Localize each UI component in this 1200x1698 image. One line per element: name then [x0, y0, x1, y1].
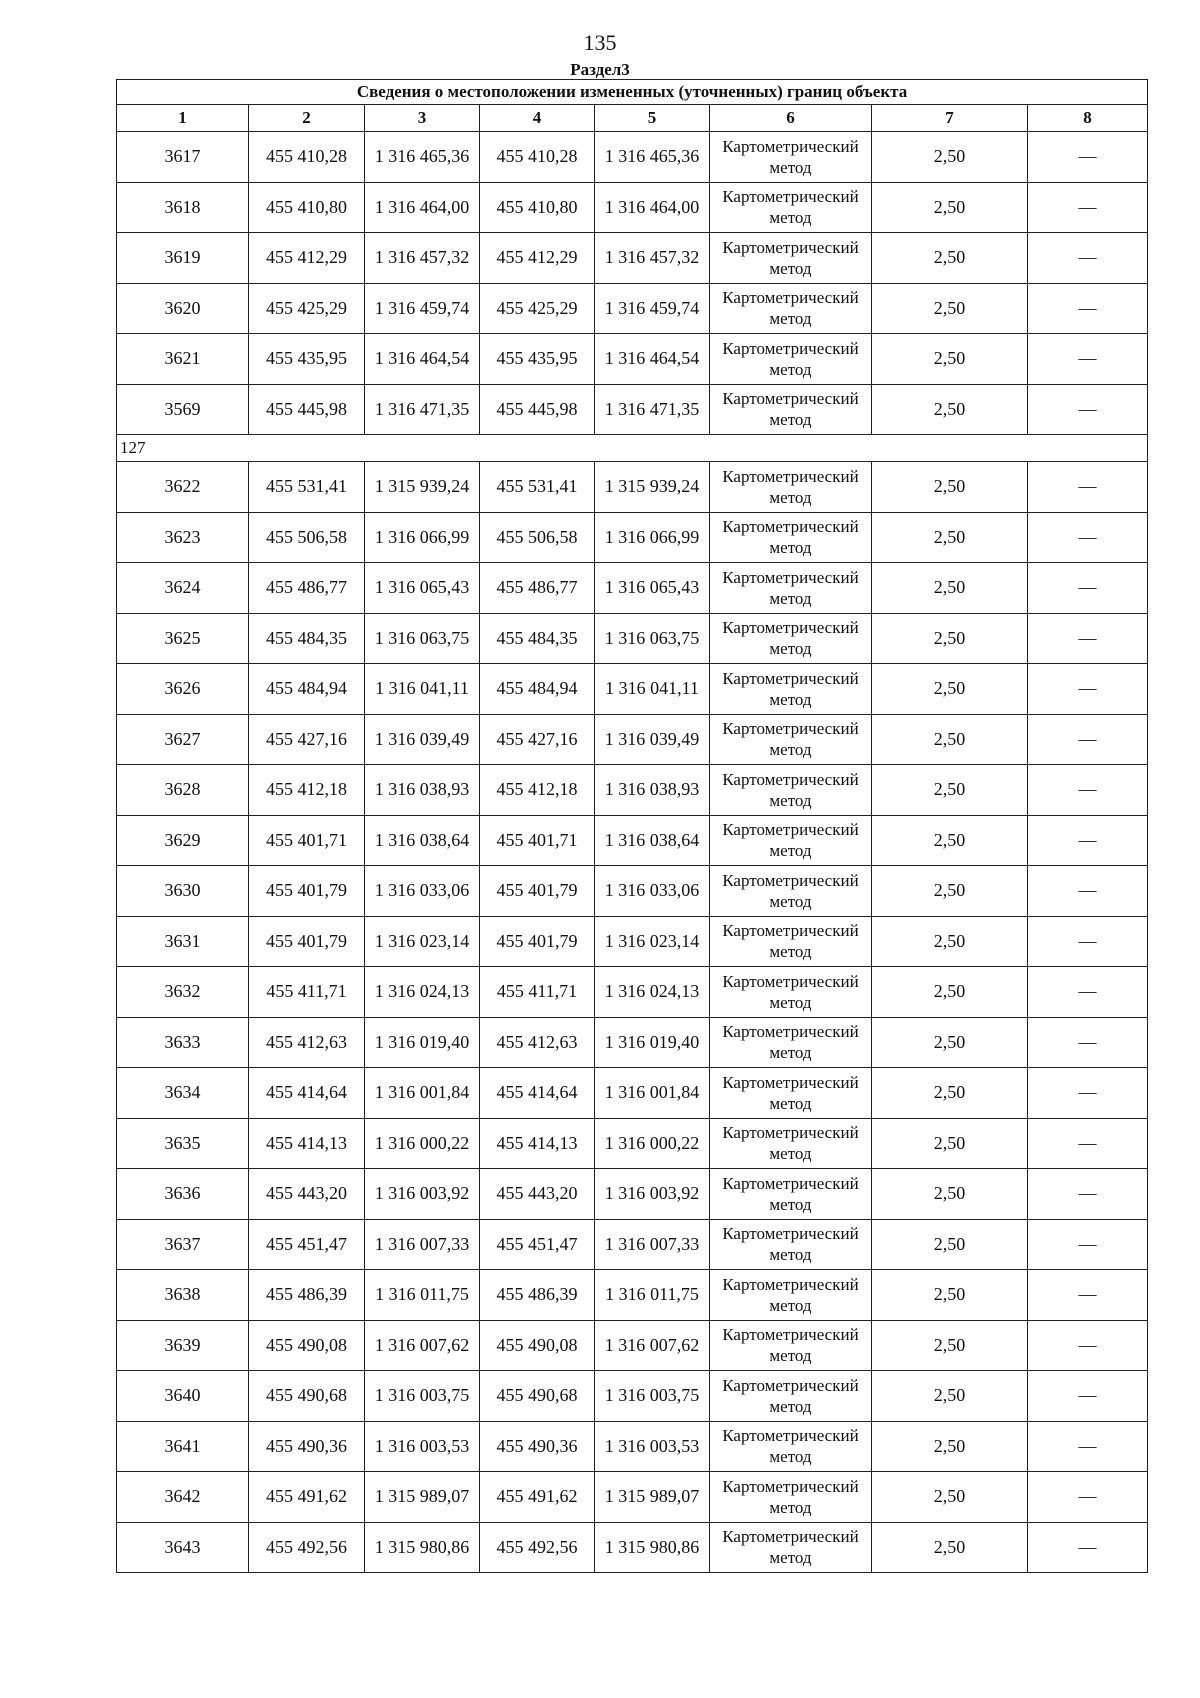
- note-cell: —: [1028, 334, 1148, 385]
- note-cell: —: [1028, 866, 1148, 917]
- x-existing-cell: 455 427,16: [249, 714, 365, 765]
- point-number-cell: 3635: [117, 1118, 249, 1169]
- y-existing-cell: 1 315 989,07: [365, 1472, 480, 1523]
- table-row: [117, 916, 1148, 967]
- x-refined-cell: 455 412,63: [480, 1017, 595, 1068]
- x-refined-cell: 455 490,08: [480, 1320, 595, 1371]
- note-cell: —: [1028, 714, 1148, 765]
- accuracy-cell: 2,50: [872, 916, 1028, 967]
- x-refined-cell: 455 414,64: [480, 1068, 595, 1119]
- boundary-coordinates-table: [116, 79, 1148, 1573]
- point-number-cell: 3632: [117, 967, 249, 1018]
- y-refined-cell: 1 316 033,06: [595, 866, 710, 917]
- note-cell: —: [1028, 1169, 1148, 1220]
- method-cell: Картометрический метод: [710, 1270, 872, 1321]
- y-refined-cell: 1 316 019,40: [595, 1017, 710, 1068]
- column-number: 8: [1028, 105, 1148, 132]
- y-refined-cell: 1 316 000,22: [595, 1118, 710, 1169]
- column-number: 5: [595, 105, 710, 132]
- x-existing-cell: 455 490,36: [249, 1421, 365, 1472]
- column-number: 7: [872, 105, 1028, 132]
- table-row: [117, 1421, 1148, 1472]
- accuracy-cell: 2,50: [872, 283, 1028, 334]
- y-existing-cell: 1 316 024,13: [365, 967, 480, 1018]
- table-row: [117, 334, 1148, 385]
- table-row: [117, 714, 1148, 765]
- point-number-cell: 3643: [117, 1522, 249, 1573]
- accuracy-cell: 2,50: [872, 563, 1028, 614]
- point-number-cell: 3630: [117, 866, 249, 917]
- x-refined-cell: 455 435,95: [480, 334, 595, 385]
- accuracy-cell: 2,50: [872, 967, 1028, 1018]
- table-row: [117, 1472, 1148, 1523]
- table-row: [117, 866, 1148, 917]
- x-existing-cell: 455 486,39: [249, 1270, 365, 1321]
- accuracy-cell: 2,50: [872, 1169, 1028, 1220]
- point-number-cell: 3626: [117, 664, 249, 715]
- note-cell: —: [1028, 283, 1148, 334]
- table-row: [117, 283, 1148, 334]
- method-cell: Картометрический метод: [710, 512, 872, 563]
- x-existing-cell: 455 401,79: [249, 916, 365, 967]
- table-row: [117, 1017, 1148, 1068]
- point-number-cell: 3631: [117, 916, 249, 967]
- y-existing-cell: 1 315 939,24: [365, 462, 480, 513]
- point-number-cell: 3629: [117, 815, 249, 866]
- note-cell: —: [1028, 1270, 1148, 1321]
- x-refined-cell: 455 412,18: [480, 765, 595, 816]
- table-row: [117, 967, 1148, 1018]
- method-cell: Картометрический метод: [710, 1320, 872, 1371]
- y-existing-cell: 1 316 066,99: [365, 512, 480, 563]
- note-cell: —: [1028, 1320, 1148, 1371]
- point-number-cell: 3628: [117, 765, 249, 816]
- table-row: [117, 1371, 1148, 1422]
- method-cell: Картометрический метод: [710, 132, 872, 183]
- accuracy-cell: 2,50: [872, 1017, 1028, 1068]
- point-number-cell: 3640: [117, 1371, 249, 1422]
- table-row: [117, 765, 1148, 816]
- method-cell: Картометрический метод: [710, 1522, 872, 1573]
- accuracy-cell: 2,50: [872, 1270, 1028, 1321]
- x-refined-cell: 455 451,47: [480, 1219, 595, 1270]
- y-refined-cell: 1 315 980,86: [595, 1522, 710, 1573]
- y-existing-cell: 1 315 980,86: [365, 1522, 480, 1573]
- x-existing-cell: 455 490,68: [249, 1371, 365, 1422]
- accuracy-cell: 2,50: [872, 132, 1028, 183]
- table-row: [117, 1270, 1148, 1321]
- x-existing-cell: 455 401,71: [249, 815, 365, 866]
- table-row: [117, 182, 1148, 233]
- y-refined-cell: 1 316 003,92: [595, 1169, 710, 1220]
- note-cell: —: [1028, 815, 1148, 866]
- y-refined-cell: 1 316 464,54: [595, 334, 710, 385]
- x-existing-cell: 455 410,28: [249, 132, 365, 183]
- y-existing-cell: 1 316 003,92: [365, 1169, 480, 1220]
- x-existing-cell: 455 425,29: [249, 283, 365, 334]
- y-refined-cell: 1 316 007,62: [595, 1320, 710, 1371]
- point-number-cell: 3634: [117, 1068, 249, 1119]
- point-number-cell: 3639: [117, 1320, 249, 1371]
- method-cell: Картометрический метод: [710, 916, 872, 967]
- method-cell: Картометрический метод: [710, 1371, 872, 1422]
- x-existing-cell: 455 414,13: [249, 1118, 365, 1169]
- note-cell: —: [1028, 1371, 1148, 1422]
- y-existing-cell: 1 316 001,84: [365, 1068, 480, 1119]
- note-cell: —: [1028, 664, 1148, 715]
- x-existing-cell: 455 410,80: [249, 182, 365, 233]
- accuracy-cell: 2,50: [872, 334, 1028, 385]
- y-existing-cell: 1 316 459,74: [365, 283, 480, 334]
- method-cell: Картометрический метод: [710, 1118, 872, 1169]
- table-row: [117, 132, 1148, 183]
- method-cell: Картометрический метод: [710, 765, 872, 816]
- y-refined-cell: 1 315 989,07: [595, 1472, 710, 1523]
- point-number-cell: 3641: [117, 1421, 249, 1472]
- x-refined-cell: 455 410,28: [480, 132, 595, 183]
- x-existing-cell: 455 506,58: [249, 512, 365, 563]
- method-cell: Картометрический метод: [710, 815, 872, 866]
- accuracy-cell: 2,50: [872, 1118, 1028, 1169]
- table-caption-row: [117, 80, 1148, 105]
- note-cell: —: [1028, 384, 1148, 435]
- y-existing-cell: 1 316 471,35: [365, 384, 480, 435]
- y-existing-cell: 1 316 033,06: [365, 866, 480, 917]
- point-number-cell: 3625: [117, 613, 249, 664]
- y-refined-cell: 1 316 464,00: [595, 182, 710, 233]
- point-number-cell: 3642: [117, 1472, 249, 1523]
- x-existing-cell: 455 491,62: [249, 1472, 365, 1523]
- point-number-cell: 3617: [117, 132, 249, 183]
- y-existing-cell: 1 316 007,33: [365, 1219, 480, 1270]
- section-title: Раздел3: [570, 60, 630, 79]
- contour-group-row: [117, 435, 1148, 462]
- x-existing-cell: 455 490,08: [249, 1320, 365, 1371]
- note-cell: —: [1028, 1219, 1148, 1270]
- method-cell: Картометрический метод: [710, 1068, 872, 1119]
- y-existing-cell: 1 316 065,43: [365, 563, 480, 614]
- y-existing-cell: 1 316 063,75: [365, 613, 480, 664]
- table-body: [117, 80, 1148, 1573]
- x-existing-cell: 455 443,20: [249, 1169, 365, 1220]
- x-refined-cell: 455 486,77: [480, 563, 595, 614]
- table-row: [117, 613, 1148, 664]
- y-existing-cell: 1 316 011,75: [365, 1270, 480, 1321]
- accuracy-cell: 2,50: [872, 1421, 1028, 1472]
- x-refined-cell: 455 490,36: [480, 1421, 595, 1472]
- column-number: 4: [480, 105, 595, 132]
- page-number: 135: [583, 30, 617, 55]
- x-existing-cell: 455 486,77: [249, 563, 365, 614]
- table-row: [117, 815, 1148, 866]
- y-refined-cell: 1 316 041,11: [595, 664, 710, 715]
- x-existing-cell: 455 414,64: [249, 1068, 365, 1119]
- note-cell: —: [1028, 182, 1148, 233]
- x-refined-cell: 455 490,68: [480, 1371, 595, 1422]
- x-refined-cell: 455 401,71: [480, 815, 595, 866]
- y-refined-cell: 1 316 065,43: [595, 563, 710, 614]
- method-cell: Картометрический метод: [710, 1472, 872, 1523]
- y-existing-cell: 1 316 041,11: [365, 664, 480, 715]
- table-row: [117, 512, 1148, 563]
- note-cell: —: [1028, 967, 1148, 1018]
- note-cell: —: [1028, 1421, 1148, 1472]
- x-existing-cell: 455 484,94: [249, 664, 365, 715]
- accuracy-cell: 2,50: [872, 1320, 1028, 1371]
- method-cell: Картометрический метод: [710, 664, 872, 715]
- method-cell: Картометрический метод: [710, 1017, 872, 1068]
- x-existing-cell: 455 451,47: [249, 1219, 365, 1270]
- y-existing-cell: 1 316 003,75: [365, 1371, 480, 1422]
- accuracy-cell: 2,50: [872, 512, 1028, 563]
- x-existing-cell: 455 435,95: [249, 334, 365, 385]
- table-row: [117, 233, 1148, 284]
- point-number-cell: 3620: [117, 283, 249, 334]
- x-refined-cell: 455 531,41: [480, 462, 595, 513]
- table-row: [117, 1522, 1148, 1573]
- y-refined-cell: 1 316 066,99: [595, 512, 710, 563]
- point-number-cell: 3633: [117, 1017, 249, 1068]
- x-refined-cell: 455 445,98: [480, 384, 595, 435]
- x-refined-cell: 455 491,62: [480, 1472, 595, 1523]
- method-cell: Картометрический метод: [710, 384, 872, 435]
- accuracy-cell: 2,50: [872, 765, 1028, 816]
- y-existing-cell: 1 316 000,22: [365, 1118, 480, 1169]
- method-cell: Картометрический метод: [710, 967, 872, 1018]
- table-row: [117, 462, 1148, 513]
- y-refined-cell: 1 316 011,75: [595, 1270, 710, 1321]
- x-refined-cell: 455 506,58: [480, 512, 595, 563]
- y-refined-cell: 1 316 465,36: [595, 132, 710, 183]
- note-cell: —: [1028, 1068, 1148, 1119]
- method-cell: Картометрический метод: [710, 283, 872, 334]
- note-cell: —: [1028, 1522, 1148, 1573]
- accuracy-cell: 2,50: [872, 664, 1028, 715]
- accuracy-cell: 2,50: [872, 1522, 1028, 1573]
- accuracy-cell: 2,50: [872, 613, 1028, 664]
- table-row: [117, 1118, 1148, 1169]
- x-refined-cell: 455 410,80: [480, 182, 595, 233]
- method-cell: Картометрический метод: [710, 182, 872, 233]
- x-refined-cell: 455 401,79: [480, 866, 595, 917]
- column-number: 3: [365, 105, 480, 132]
- column-number-row: [117, 105, 1148, 132]
- note-cell: —: [1028, 765, 1148, 816]
- table-row: [117, 1169, 1148, 1220]
- column-number: 1: [117, 105, 249, 132]
- x-refined-cell: 455 401,79: [480, 916, 595, 967]
- point-number-cell: 3569: [117, 384, 249, 435]
- note-cell: —: [1028, 1118, 1148, 1169]
- point-number-cell: 3636: [117, 1169, 249, 1220]
- y-existing-cell: 1 316 038,93: [365, 765, 480, 816]
- y-existing-cell: 1 316 023,14: [365, 916, 480, 967]
- method-cell: Картометрический метод: [710, 1169, 872, 1220]
- x-refined-cell: 455 484,94: [480, 664, 595, 715]
- accuracy-cell: 2,50: [872, 182, 1028, 233]
- point-number-cell: 3621: [117, 334, 249, 385]
- x-existing-cell: 455 412,18: [249, 765, 365, 816]
- note-cell: —: [1028, 613, 1148, 664]
- y-existing-cell: 1 316 038,64: [365, 815, 480, 866]
- y-refined-cell: 1 316 457,32: [595, 233, 710, 284]
- table-row: [117, 664, 1148, 715]
- accuracy-cell: 2,50: [872, 1472, 1028, 1523]
- point-number-cell: 3619: [117, 233, 249, 284]
- table-row: [117, 1068, 1148, 1119]
- y-refined-cell: 1 316 024,13: [595, 967, 710, 1018]
- y-refined-cell: 1 316 023,14: [595, 916, 710, 967]
- table-row: [117, 1320, 1148, 1371]
- x-refined-cell: 455 443,20: [480, 1169, 595, 1220]
- x-refined-cell: 455 425,29: [480, 283, 595, 334]
- y-existing-cell: 1 316 007,62: [365, 1320, 480, 1371]
- x-refined-cell: 455 484,35: [480, 613, 595, 664]
- accuracy-cell: 2,50: [872, 384, 1028, 435]
- x-existing-cell: 455 411,71: [249, 967, 365, 1018]
- point-number-cell: 3622: [117, 462, 249, 513]
- y-refined-cell: 1 316 063,75: [595, 613, 710, 664]
- point-number-cell: 3624: [117, 563, 249, 614]
- table-caption: Сведения о местоположении измененных (уточненных) границ объекта: [117, 80, 1148, 105]
- accuracy-cell: 2,50: [872, 462, 1028, 513]
- y-refined-cell: 1 316 471,35: [595, 384, 710, 435]
- y-refined-cell: 1 315 939,24: [595, 462, 710, 513]
- method-cell: Картометрический метод: [710, 1421, 872, 1472]
- method-cell: Картометрический метод: [710, 613, 872, 664]
- y-existing-cell: 1 316 464,00: [365, 182, 480, 233]
- y-existing-cell: 1 316 464,54: [365, 334, 480, 385]
- y-refined-cell: 1 316 039,49: [595, 714, 710, 765]
- x-existing-cell: 455 412,29: [249, 233, 365, 284]
- x-existing-cell: 455 445,98: [249, 384, 365, 435]
- note-cell: —: [1028, 563, 1148, 614]
- note-cell: —: [1028, 132, 1148, 183]
- table-row: [117, 563, 1148, 614]
- x-refined-cell: 455 486,39: [480, 1270, 595, 1321]
- method-cell: Картометрический метод: [710, 1219, 872, 1270]
- contour-group-label: 127: [117, 435, 1148, 462]
- note-cell: —: [1028, 233, 1148, 284]
- point-number-cell: 3618: [117, 182, 249, 233]
- x-existing-cell: 455 492,56: [249, 1522, 365, 1573]
- y-existing-cell: 1 316 039,49: [365, 714, 480, 765]
- accuracy-cell: 2,50: [872, 1219, 1028, 1270]
- x-existing-cell: 455 484,35: [249, 613, 365, 664]
- method-cell: Картометрический метод: [710, 334, 872, 385]
- x-existing-cell: 455 412,63: [249, 1017, 365, 1068]
- y-refined-cell: 1 316 007,33: [595, 1219, 710, 1270]
- method-cell: Картометрический метод: [710, 462, 872, 513]
- note-cell: —: [1028, 916, 1148, 967]
- note-cell: —: [1028, 1472, 1148, 1523]
- method-cell: Картометрический метод: [710, 563, 872, 614]
- y-existing-cell: 1 316 465,36: [365, 132, 480, 183]
- accuracy-cell: 2,50: [872, 815, 1028, 866]
- table-row: [117, 1219, 1148, 1270]
- accuracy-cell: 2,50: [872, 714, 1028, 765]
- y-refined-cell: 1 316 459,74: [595, 283, 710, 334]
- note-cell: —: [1028, 512, 1148, 563]
- y-existing-cell: 1 316 003,53: [365, 1421, 480, 1472]
- y-refined-cell: 1 316 001,84: [595, 1068, 710, 1119]
- column-number: 2: [249, 105, 365, 132]
- accuracy-cell: 2,50: [872, 233, 1028, 284]
- method-cell: Картометрический метод: [710, 866, 872, 917]
- y-refined-cell: 1 316 003,53: [595, 1421, 710, 1472]
- y-refined-cell: 1 316 038,64: [595, 815, 710, 866]
- accuracy-cell: 2,50: [872, 1371, 1028, 1422]
- method-cell: Картометрический метод: [710, 233, 872, 284]
- column-number: 6: [710, 105, 872, 132]
- y-existing-cell: 1 316 457,32: [365, 233, 480, 284]
- point-number-cell: 3638: [117, 1270, 249, 1321]
- x-refined-cell: 455 492,56: [480, 1522, 595, 1573]
- accuracy-cell: 2,50: [872, 866, 1028, 917]
- accuracy-cell: 2,50: [872, 1068, 1028, 1119]
- y-refined-cell: 1 316 003,75: [595, 1371, 710, 1422]
- y-existing-cell: 1 316 019,40: [365, 1017, 480, 1068]
- point-number-cell: 3627: [117, 714, 249, 765]
- x-refined-cell: 455 412,29: [480, 233, 595, 284]
- table-row: [117, 384, 1148, 435]
- method-cell: Картометрический метод: [710, 714, 872, 765]
- x-refined-cell: 455 411,71: [480, 967, 595, 1018]
- point-number-cell: 3623: [117, 512, 249, 563]
- x-refined-cell: 455 427,16: [480, 714, 595, 765]
- y-refined-cell: 1 316 038,93: [595, 765, 710, 816]
- note-cell: —: [1028, 1017, 1148, 1068]
- x-refined-cell: 455 414,13: [480, 1118, 595, 1169]
- x-existing-cell: 455 531,41: [249, 462, 365, 513]
- point-number-cell: 3637: [117, 1219, 249, 1270]
- note-cell: —: [1028, 462, 1148, 513]
- x-existing-cell: 455 401,79: [249, 866, 365, 917]
